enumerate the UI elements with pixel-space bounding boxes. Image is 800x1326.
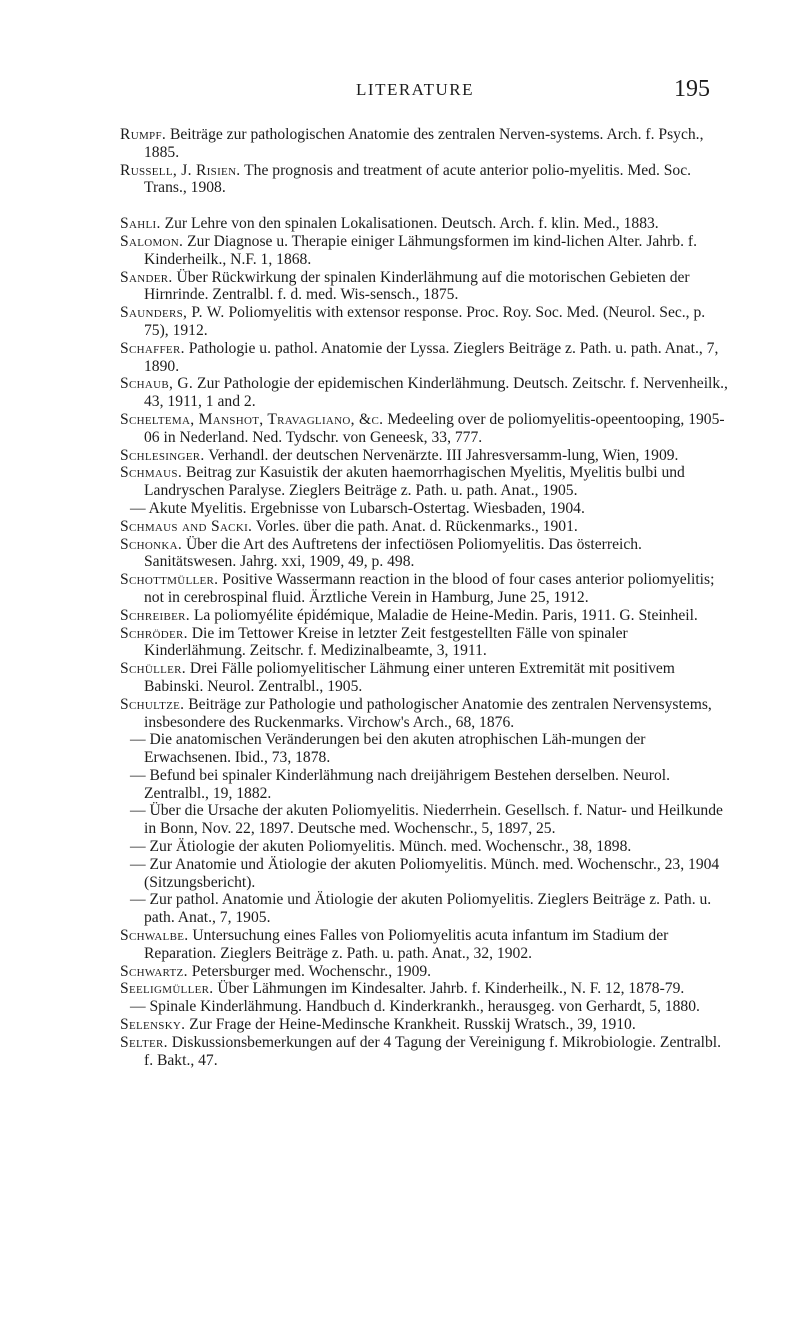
reference-text: Die im Tettower Kreise in letzter Zeit festgestellten Fälle von spinaler Kinderlähmung. Zeitschr. f. Medizinalbeamte, 3, 1911. [144,624,628,660]
reference-list [120,126,730,1069]
reference-text: Zur Lehre von den spinalen Lokalisationen. Deutsch. Arch. f. klin. Med., 1883. [164,215,659,233]
reference-text: Zur Diagnose u. Therapie einiger Lähmungsformen im kind-lichen Alter. Jahrb. f. Kinderheilk., N.F. 1, 1868. [144,232,697,268]
reference-author: — [130,838,146,856]
reference-author: Schmaus and Sacki. [120,517,253,535]
reference-entry [120,464,730,500]
reference-text: Zur Frage der Heine-Medinsche Krankheit. Russkij Wratsch., 39, 1910. [189,1016,636,1034]
reference-text: Über Rückwirkung der spinalen Kinderlähmung auf die motorischen Gebieten der Hirnrinde. Zentralbl. f. d. med. Wis-sensch., 1875. [144,268,690,304]
reference-text: Beiträge zur pathologischen Anatomie des zentralen Nerven-systems. Arch. f. Psych., 1885. [144,126,704,161]
reference-entry [120,162,730,198]
reference-author: Seeligmüller. [120,980,214,998]
reference-author: Schaffer. [120,339,185,357]
reference-text: Über die Ursache der akuten Poliomyelitis. Niederrhein. Gesellsch. f. Natur- und Heilkunde in Bonn, Nov. 22, 1897. Deutsche med. Wochenschr., 5, 1897, 25. [144,802,723,838]
reference-author: — [130,891,146,909]
reference-author: — [130,499,146,517]
reference-text: Verhandl. der deutschen Nervenärzte. III Jahresversamm-lung, Wien, 1909. [208,446,679,464]
reference-entry [120,660,730,696]
reference-author: Schwalbe. [120,927,189,945]
reference-author: Saunders, P. W. [120,304,225,322]
reference-entry [120,838,730,856]
reference-entry [120,375,730,411]
reference-author: Salomon. [120,232,184,250]
reference-author: Schonka. [120,535,183,553]
reference-entry [120,340,730,376]
reference-text: The prognosis and treatment of acute anterior polio-myelitis. Med. Soc. Trans., 1908. [144,161,692,197]
reference-entry [120,731,730,767]
reference-author: Schlesinger. [120,446,205,464]
reference-author: Schwartz. [120,962,188,980]
reference-entry [120,1016,730,1034]
reference-entry [120,767,730,803]
page-header [120,76,710,112]
reference-text: Zur pathol. Anatomie und Ätiologie der akuten Poliomyelitis. Zieglers Beiträge z. Path. u. path. Anat., 7, 1905. [144,891,712,927]
reference-entry [120,963,730,981]
reference-text: Positive Wassermann reaction in the blood of four cases anterior poliomyelitis; not in cerebrospinal fluid. Ärztliche Verein in Hamburg, June 25, 1912. [144,571,715,606]
reference-entry [120,980,730,998]
reference-author: Schüller. [120,660,186,678]
reference-entry [120,536,730,572]
reference-text: Befund bei spinaler Kinderlähmung nach dreijährigem Bestehen derselben. Neurol. Zentralbl., 19, 1882. [144,766,670,802]
reference-text: Beiträge zur Pathologie und pathologischer Anatomie des zentralen Nervensystems, insbesondere des Ruckenmarks. Virchow's Arch., 68, 1876. [144,695,712,731]
reference-entry [120,856,730,892]
reference-text: Spinale Kinderlähmung. Handbuch d. Kinderkrankh., herausgeg. von Gerhardt, 5, 1880. [149,998,700,1016]
reference-entry [120,500,730,518]
reference-entry [120,215,730,233]
reference-entry [120,447,730,465]
reference-entry [120,126,730,162]
reference-author: Sahli. [120,215,161,233]
reference-entry [120,927,730,963]
reference-author: Selter. [120,1033,168,1051]
reference-entry [120,411,730,447]
reference-text: Poliomyelitis with extensor response. Proc. Roy. Soc. Med. (Neurol. Sec., p. 75), 1912. [144,304,706,339]
reference-text: Über Lähmungen im Kindesalter. Jahrb. f. Kinderheilk., N. F. 12, 1878-79. [217,980,685,998]
reference-text: Akute Myelitis. Ergebnisse von Lubarsch-Ostertag. Wiesbaden, 1904. [148,499,585,517]
reference-entry [120,802,730,838]
reference-author: Schmaus. [120,464,183,482]
reference-entry [120,891,730,927]
reference-text: Über die Art des Auftretens der infectiösen Poliomyelitis. Das österreich. Sanitätswesen. Jahrg. xxi, 1909, 49, p. 498. [144,535,642,571]
reference-entry [120,625,730,661]
reference-text: Medeeling over de poliomyelitis-opeentooping, 1905-06 in Nederland. Ned. Tydschr. von Geneesk, 33, 777. [144,410,725,446]
reference-text: Zur Pathologie der epidemischen Kinderlähmung. Deutsch. Zeitschr. f. Nervenheilk., 43, 1911, 1 and 2. [144,375,728,411]
reference-author: Schultze. [120,695,185,713]
reference-text: Pathologie u. pathol. Anatomie der Lyssa. Zieglers Beiträge z. Path. u. path. Anat., 7, 1890. [144,339,719,375]
reference-text: Zur Ätiologie der akuten Poliomyelitis. Münch. med. Wochenschr., 38, 1898. [149,838,632,856]
reference-author: Scheltema, Manshot, Travagliano, &c. [120,410,384,428]
reference-entry [120,233,730,269]
reference-entry [120,571,730,607]
running-title: LITERATURE [356,80,474,99]
reference-text: Zur Anatomie und Ätiologie der akuten Poliomyelitis. Münch. med. Wochenschr., 23, 1904 (Sitzungsbericht). [144,855,720,891]
reference-author: — [130,998,146,1016]
reference-entry [120,607,730,625]
reference-author: Selensky. [120,1016,186,1034]
reference-author: Schröder. [120,624,188,642]
reference-author: Sander. [120,268,173,286]
reference-entry [120,1034,730,1070]
reference-author: Russell, J. Risien. [120,161,241,179]
reference-entry [120,518,730,536]
reference-text: Die anatomischen Veränderungen bei den akuten atrophischen Läh-mungen der Erwachsenen. Ibid., 73, 1878. [144,731,646,767]
reference-author: Schaub, G. [120,375,194,393]
reference-author: Schottmüller. [120,571,219,589]
reference-author: — [130,766,146,784]
reference-text: Diskussionsbemerkungen auf der 4 Tagung der Vereinigung f. Mikrobiologie. Zentralbl. f. Bakt., 47. [144,1033,721,1069]
reference-text: Petersburger med. Wochenschr., 1909. [191,962,432,980]
reference-text: Drei Fälle poliomyelitischer Lähmung einer unteren Extremität mit positivem Babinski. Neurol. Zentralbl., 1905. [144,660,675,695]
reference-author: — [130,802,146,820]
reference-entry [120,269,730,305]
reference-text: Beitrag zur Kasuistik der akuten haemorrhagischen Myelitis, Myelitis bulbi und Landryschen Paralyse. Zieglers Beiträge z. Path. u. path. Anat., 1905. [144,464,685,500]
reference-author: Schreiber. [120,606,190,624]
reference-entry [120,696,730,732]
reference-author: Rumpf. [120,126,167,143]
reference-author: — [130,855,146,873]
reference-entry [120,304,730,340]
reference-text: Untersuchung eines Falles von Poliomyelitis acuta infantum im Stadium der Reparation. Zieglers Beiträge z. Path. u. path. Anat., 32, 1902. [144,927,669,962]
reference-entry [120,998,730,1016]
reference-author: — [130,731,146,749]
reference-text: La poliomyélite épidémique, Maladie de Heine-Medin. Paris, 1911. G. Steinheil. [193,606,698,624]
page-number: 195 [674,76,710,102]
reference-text: Vorles. über die path. Anat. d. Rückenmarks., 1901. [255,517,578,535]
